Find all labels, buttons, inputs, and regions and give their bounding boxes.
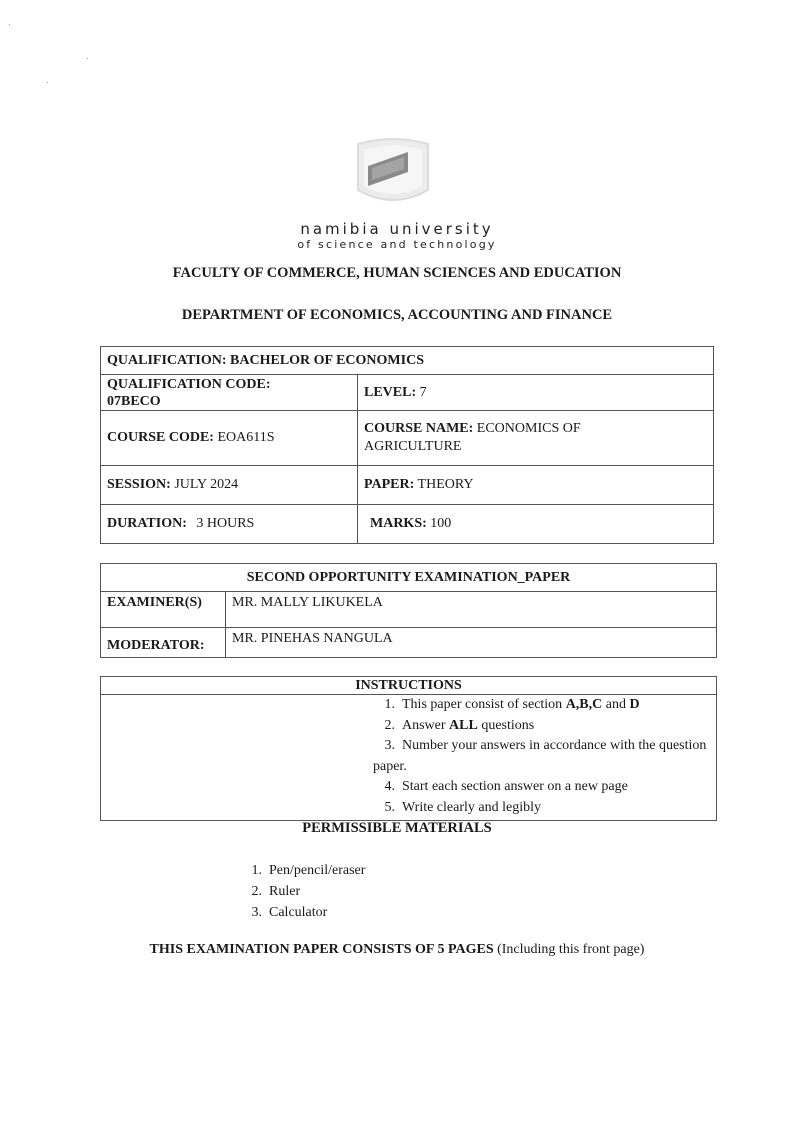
course-name-cell: [358, 411, 714, 466]
qualification-label: QUALIFICATION:: [107, 352, 227, 368]
qualification-code-cell: [101, 375, 358, 411]
faculty-heading: FACULTY OF COMMERCE, HUMAN SCIENCES AND EDUCATION: [172, 265, 622, 281]
marks-label: MARKS:: [370, 516, 427, 531]
course-name-value: ECONOMICS OF: [476, 421, 581, 436]
instructions-title: INSTRUCTIONS: [101, 677, 717, 695]
instructions-table: [100, 676, 717, 821]
qualification-code-value: 07BECO: [107, 393, 161, 409]
marks-value: 100: [430, 516, 452, 531]
exam-type-title: SECOND OPPORTUNITY EXAMINATION_PAPER: [101, 564, 717, 592]
session-value: JULY 2024: [174, 477, 239, 492]
materials-heading: PERMISSIBLE MATERIALS: [302, 820, 492, 836]
university-name: namibia university: [300, 220, 494, 238]
course-code-value: EOA611S: [217, 430, 275, 445]
university-logo-icon: [352, 136, 434, 206]
examiner-value: MR. MALLY LIKUKELA: [226, 592, 717, 628]
moderator-label: MODERATOR:: [101, 628, 226, 658]
material-item: 1. Pen/pencil/eraser: [251, 863, 366, 878]
qualification-cell: [101, 347, 714, 375]
instruction-item: 3. Number your answers in accordance with the question paper.: [373, 738, 707, 774]
moderator-value: MR. PINEHAS NANGULA: [226, 628, 717, 658]
material-item: 2. Ruler: [251, 884, 301, 899]
paper-cell: [358, 466, 714, 505]
department-heading: DEPARTMENT OF ECONOMICS, ACCOUNTING AND FINANCE: [181, 307, 613, 323]
instruction-item: 4. Start each section answer on a new page: [384, 779, 628, 794]
paper-value: THEORY: [417, 477, 474, 492]
instruction-item: 2. Answer ALL questions: [384, 717, 535, 733]
session-label: SESSION:: [107, 477, 171, 492]
course-code-cell: [101, 411, 358, 466]
duration-cell: [101, 505, 358, 544]
duration-value: 3 HOURS: [196, 516, 255, 531]
instruction-item: 1. This paper consist of section A,B,C and D: [384, 697, 640, 712]
page-count-note: THIS EXAMINATION PAPER CONSISTS OF 5 PAGES (Including this front page): [149, 942, 645, 957]
instruction-item: 5. Write clearly and legibly: [384, 799, 541, 815]
examiner-table: [100, 563, 717, 658]
session-cell: [101, 466, 358, 505]
level-cell: [358, 375, 714, 411]
instructions-list: [101, 695, 716, 820]
qualification-code-label: QUALIFICATION CODE:: [107, 376, 271, 392]
level-label: LEVEL:: [364, 384, 417, 400]
materials-list: [240, 860, 365, 923]
university-subtitle: of science and technology: [297, 238, 497, 251]
examiner-label: EXAMINER(S): [101, 592, 226, 628]
duration-label: DURATION:: [107, 516, 187, 531]
course-code-label: COURSE CODE:: [107, 430, 214, 445]
scan-speck: [87, 58, 88, 59]
instructions-body: [101, 695, 717, 821]
course-name-value-line2: AGRICULTURE: [364, 439, 462, 454]
scan-speck: [9, 24, 10, 25]
course-info-table: [100, 346, 714, 544]
qualification-value: BACHELOR OF ECONOMICS: [230, 352, 424, 368]
scan-speck: [47, 82, 48, 83]
level-value: 7: [419, 384, 427, 400]
material-item: 3. Calculator: [251, 905, 328, 920]
paper-label: PAPER:: [364, 477, 415, 492]
course-name-label: COURSE NAME:: [364, 421, 474, 436]
marks-cell: [358, 505, 714, 544]
